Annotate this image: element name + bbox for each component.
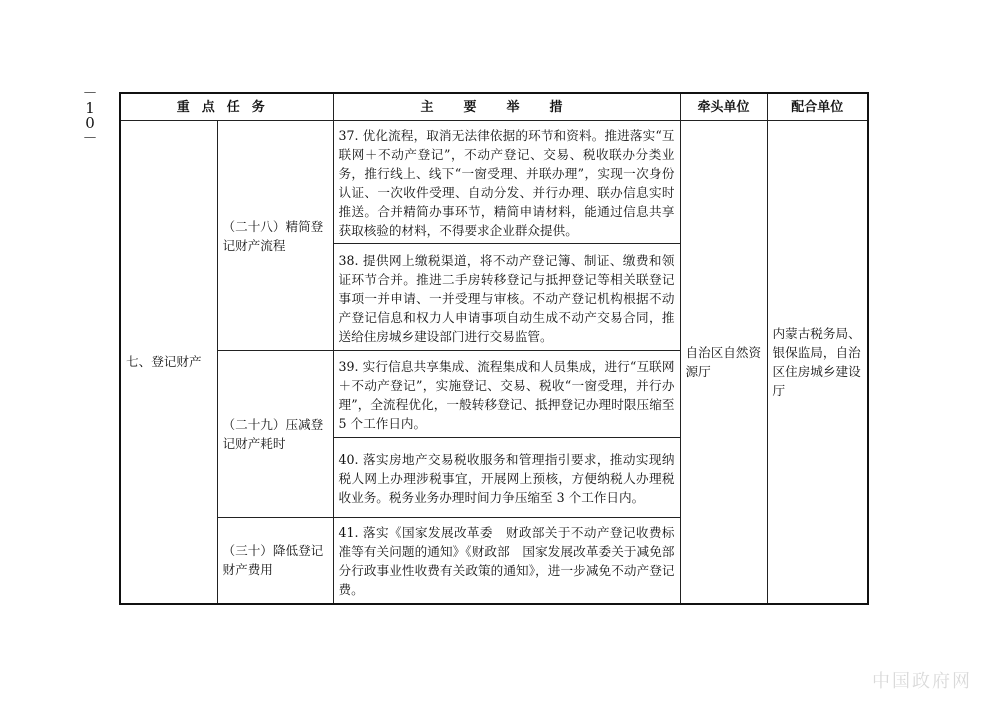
task-table — [119, 92, 869, 605]
subtask-label: （三十）降低登记财产费用 — [217, 518, 333, 604]
subtask-label: （二十九）压减登记财产耗时 — [217, 351, 333, 518]
page-number-dash-bottom: － — [82, 129, 98, 147]
page-number-dash-top: － — [82, 84, 98, 102]
header-coop: 配合单位 — [767, 93, 868, 121]
measure-cell: 38. 提供网上缴税渠道，将不动产登记簿、制证、缴费和领证环节合并。推进二手房转移登记与抵押登记等相关联登记事项一并申请、一并受理与审核。不动产登记机构根据不动产登记信息和权力人申请事项自动生成不动产交易合同，推送给住房城乡建设部门进行交易监管。 — [333, 244, 680, 351]
table-row — [120, 121, 868, 244]
page-number-digit: 0 — [85, 114, 95, 132]
table-header-row — [120, 93, 868, 121]
measure-cell: 37. 优化流程，取消无法律依据的环节和资料。推进落实“互联网＋不动产登记”，不动产登记、交易、税收联办分类业务，推行线上、线下“一窗受理、并联办理”，实现一次身份认证、一次收件受理、自动分发、并行办理、联办信息实时推送。合并精简办事环节，精简申请材料，能通过信息共享获取核验的材料，不得要求企业群众提供。 — [333, 121, 680, 244]
measure-cell: 41. 落实《国家发展改革委 财政部关于不动产登记收费标准等有关问题的通知》《财政部 国家发展改革委关于减免部分行政事业性收费有关政策的通知》，进一步减免不动产登记费。 — [333, 518, 680, 604]
page-number — [78, 86, 102, 146]
measure-cell: 39. 实行信息共享集成、流程集成和人员集成，进行“互联网＋不动产登记”，实施登记、交易、税收“一窗受理，并行办理”，全流程优化，一般转移登记、抵押登记办理时限压缩至 5 个工作日内。 — [333, 351, 680, 438]
header-measures: 主要举措 — [333, 93, 680, 121]
category-cell: 七、登记财产 — [120, 121, 217, 604]
watermark: 中国政府网 — [872, 671, 972, 692]
coop-unit-cell: 内蒙古税务局、银保监局，自治区住房城乡建设厅 — [767, 121, 868, 604]
measure-cell: 40. 落实房地产交易税收服务和管理指引要求，推动实现纳税人网上办理涉税事宜，开展网上预核，方便纳税人办理税收业务。税务业务办理时间力争压缩至 3 个工作日内。 — [333, 438, 680, 518]
header-task: 重点任务 — [120, 93, 333, 121]
header-lead: 牵头单位 — [680, 93, 767, 121]
subtask-label: （二十八）精简登记财产流程 — [217, 121, 333, 351]
lead-unit-cell: 自治区自然资源厅 — [680, 121, 767, 604]
page-number-digit: 1 — [85, 99, 95, 117]
